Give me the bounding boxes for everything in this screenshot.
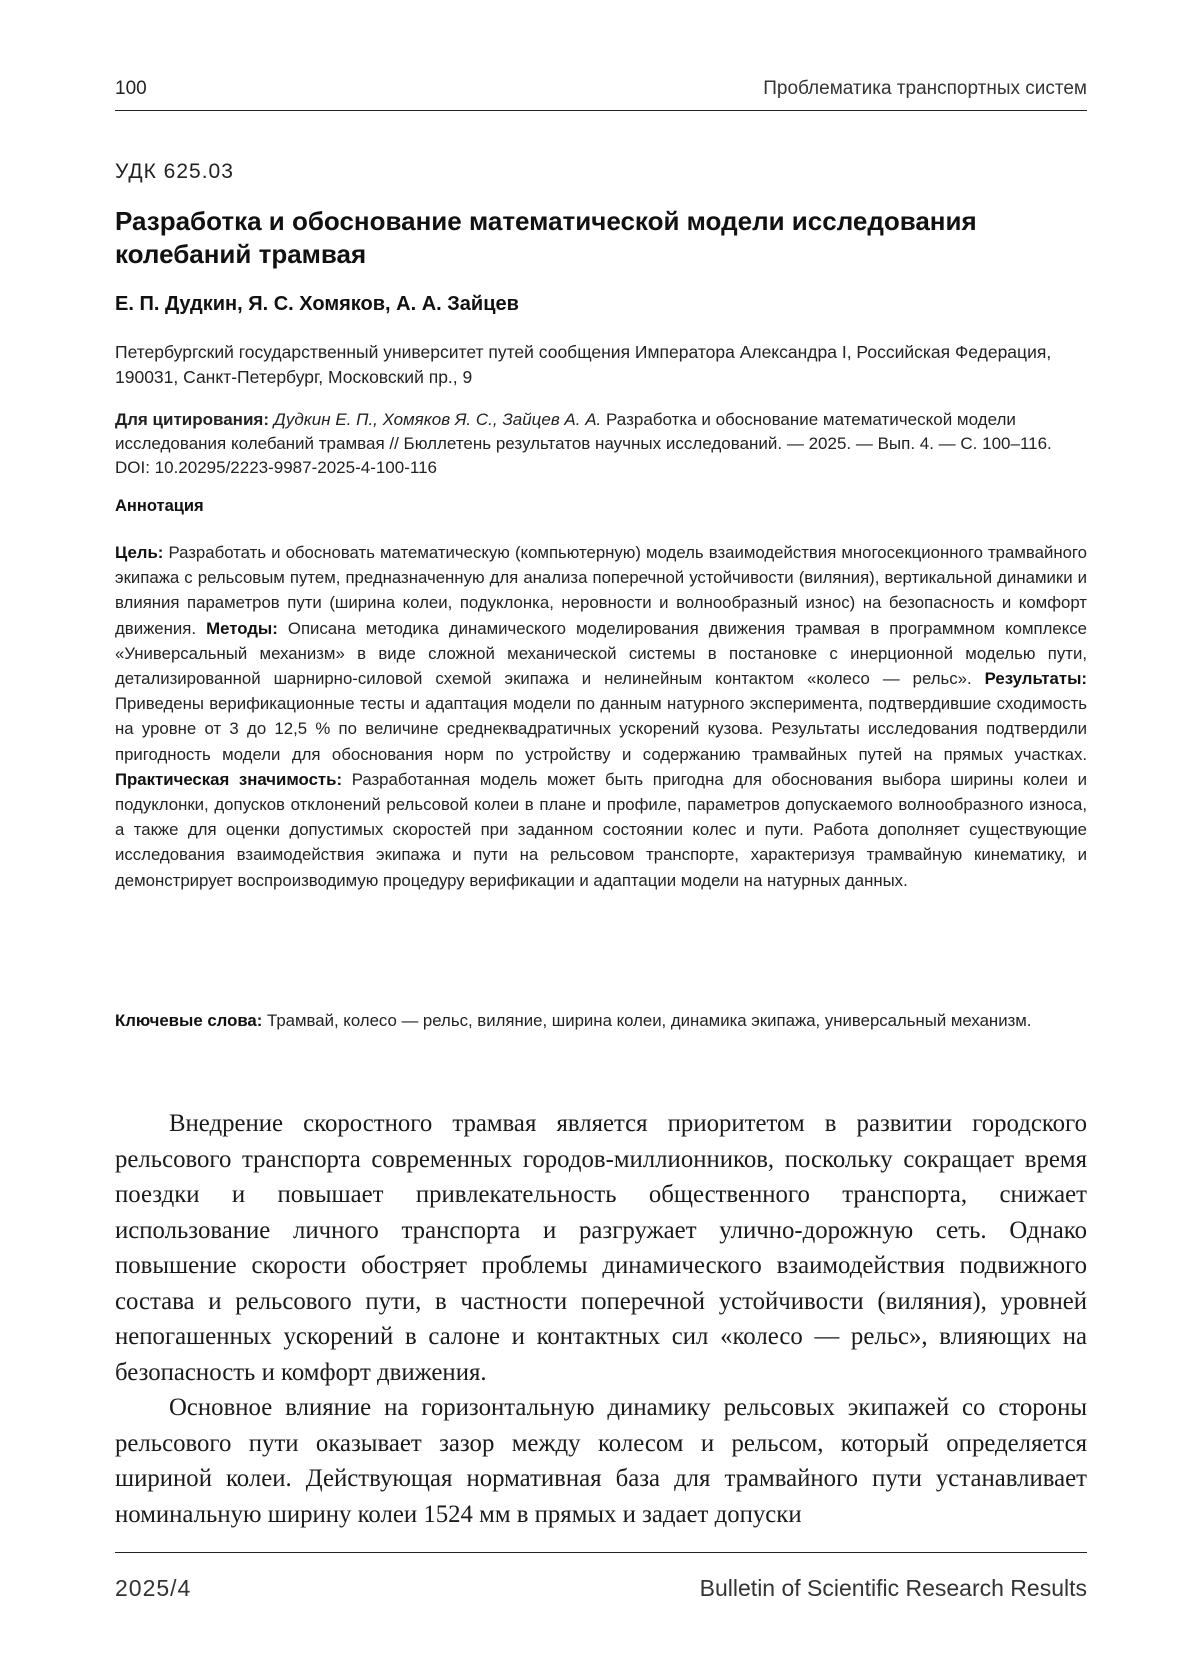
- abstract-goal: Разработать и обосновать математическую (компьютерную) модель взаимодействия многосекционного трамвайного экипажа с рельсовым путем, предназначенную для анализа поперечной устойчивости (виляния), вертикальной динамики и влияния параметров пути (ширина колеи, подуклонка, неровности и волнообразный износ) на безопасность и комфорт движения.: [115, 543, 1088, 638]
- keywords-label: Ключевые слова:: [115, 1011, 263, 1030]
- abstract-body: [115, 540, 1087, 893]
- running-footer: [115, 1575, 1087, 1609]
- keywords-block: [115, 1008, 1087, 1033]
- abstract-significance: Разработанная модель может быть пригодна для обоснования выбора ширины колеи и подуклонки, допусков отклонений рельсовой колеи в плане и профиле, параметров допускаемого волнообразного износа, а также для оценки допустимых скоростей при заданном состоянии колес и пути. Работа дополняет существующие исследования взаимодействия экипажа и пути на рельсовом транспорте, характеризуя трамвайную кинематику, и демонстрирует воспроизводимую процедуру верификации и адаптации модели на натурных данных.: [115, 769, 1087, 890]
- article-authors: Е. П. Дудкин, Я. С. Хомяков, А. А. Зайцев: [115, 293, 519, 315]
- author-affiliation: Петербургский государственный университет путей сообщения Императора Александра I, Российская Федерация, 190031, Санкт-Петербург, Московский пр., 9: [115, 342, 1052, 387]
- abstract-results-label: Результаты:: [984, 669, 1087, 689]
- citation-block: [115, 408, 1087, 480]
- issue-number: 2025/4: [115, 1575, 192, 1601]
- citation-text: Разработка и обоснование математической модели исследования колебаний трамвая // Бюллетень результатов научных исследований. — 2025. — Вып. 4. — С. 100–116. DOI: 10.20295/2223-9987-2025-4-100-116: [115, 410, 1052, 477]
- page-number: 100: [115, 78, 147, 99]
- body-paragraph: Внедрение скоростного трамвая является приоритетом в развитии городского рельсового транспорта современных городов-миллионников, поскольку сокращает время поездки и повышает привлекательность общественного транспорта, снижает использование личного транспорта и разгружает улично-дорожную сеть. Однако повышение скорости обостряет проблемы динамического взаимодействия подвижного состава и рельсового пути, в частности поперечной устойчивости (виляния), уровней непогашенных ускорений в салоне и контактных сил «колесо — рельс», влияющих на безопасность и комфорт движения.: [115, 1110, 1087, 1386]
- abstract-methods: Описана методика динамического моделирования движения трамвая в программном комплексе «Универсальный механизм» в виде сложной механической системы в постановке с инерционной моделью пути, детализированной шарнирно-силовой схемой экипажа и нелинейным контактом «колесо — рельс».: [115, 618, 1087, 689]
- abstract-results: Приведены верификационные тесты и адаптация модели по данным натурного эксперимента, подтвердившие сходимость на уровне от 3 до 12,5 % по величине среднеквадратичных ускорений кузова. Результаты исследования подтвердили пригодность модели для обоснования норм по устройству и содержанию трамвайных путей на прямых участках.: [115, 694, 1087, 764]
- citation-authors: Дудкин Е. П., Хомяков Я. С., Зайцев А. А.: [273, 410, 602, 429]
- body-paragraph: Основное влияние на горизонтальную динамику рельсовых экипажей со стороны рельсового пути оказывает зазор между колесом и рельсом, который определяется шириной колеи. Действующая нормативная база для трамвайного пути устанавливает номинальную ширину колеи 1524 мм в прямых и задает допуски: [115, 1394, 1087, 1528]
- header-rule: [115, 110, 1087, 111]
- article-title: Разработка и обоснование математической модели исследования колебаний трамвая: [115, 206, 977, 269]
- udc-code: УДК 625.03: [115, 160, 234, 183]
- keywords-text: Трамвай, колесо — рельс, виляние, ширина колеи, динамика экипажа, универсальный механизм.: [267, 1011, 1032, 1030]
- abstract-significance-label: Практическая значимость:: [115, 769, 343, 789]
- article-body: [115, 1106, 1087, 1532]
- abstract-methods-label: Методы:: [206, 618, 278, 638]
- journal-section-title: Проблематика транспортных систем: [763, 78, 1087, 99]
- footer-rule: [115, 1552, 1087, 1553]
- journal-name: Bulletin of Scientific Research Results: [699, 1575, 1087, 1601]
- abstract-goal-label: Цель:: [115, 543, 164, 562]
- abstract-heading: Аннотация: [115, 497, 204, 515]
- running-header: [115, 78, 1087, 112]
- citation-label: Для цитирования:: [115, 410, 269, 429]
- journal-page: [115, 0, 1087, 1656]
